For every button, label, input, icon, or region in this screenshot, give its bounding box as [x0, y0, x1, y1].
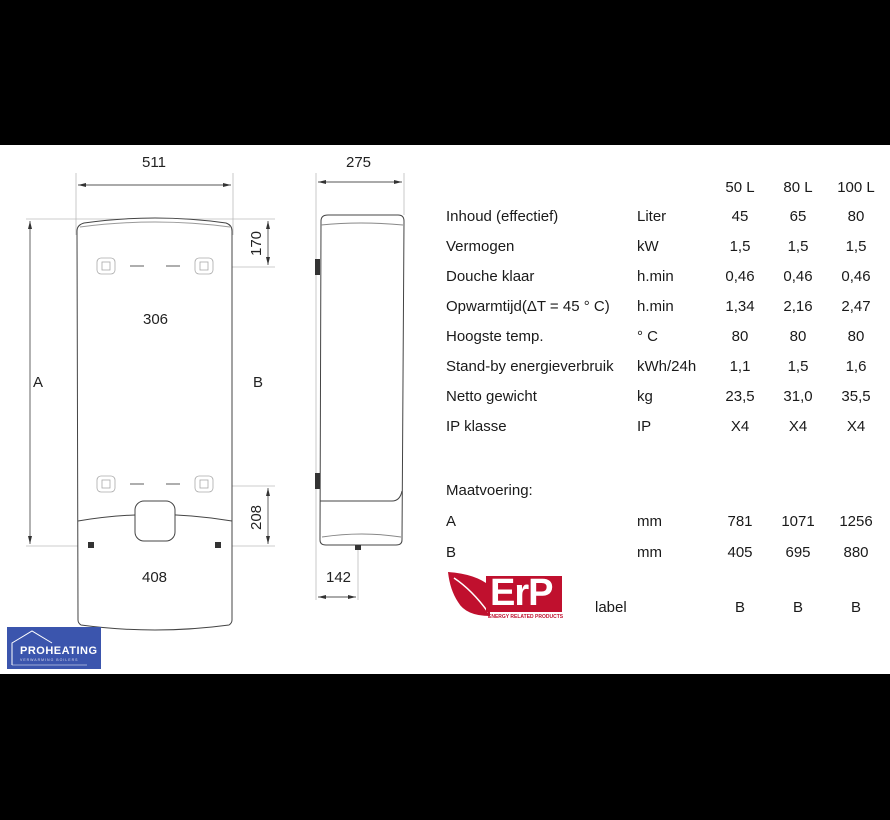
- proheating-logo: [7, 627, 101, 669]
- energy-label-text: label: [595, 599, 627, 616]
- row-label: Vermogen: [446, 238, 515, 255]
- row-unit: IP: [637, 418, 652, 435]
- cell-value: 65: [789, 208, 807, 225]
- cell-value: 1,5: [845, 238, 867, 255]
- cell-value: 2,16: [783, 298, 813, 315]
- row-unit: mm: [637, 544, 662, 561]
- depth-dimension-label: 275: [346, 154, 372, 171]
- cell-value: 781: [727, 513, 753, 530]
- row-label: Netto gewicht: [446, 388, 537, 405]
- cell-value: 0,46: [783, 268, 813, 285]
- row-unit: ° C: [637, 328, 658, 345]
- row-unit: Liter: [637, 208, 667, 225]
- cell-value: 1,5: [787, 238, 809, 255]
- cell-value: X4: [730, 418, 750, 435]
- cell-value: 45: [731, 208, 749, 225]
- pipe-offset-dimension-label: 142: [326, 569, 352, 586]
- cell-value: 1071: [781, 513, 815, 530]
- cell-value: 0,46: [725, 268, 755, 285]
- row-label: Hoogste temp.: [446, 328, 544, 345]
- row-unit: kg: [637, 388, 653, 405]
- cell-value: B: [734, 599, 745, 616]
- row-unit: mm: [637, 513, 662, 530]
- top-offset-dimension-label: 170: [248, 230, 266, 257]
- cell-value: 1,34: [725, 298, 755, 315]
- column-header-100l: 100 L: [837, 179, 875, 196]
- cell-value: B: [792, 599, 803, 616]
- cell-value: 1,5: [729, 238, 751, 255]
- column-header-80l: 80 L: [783, 179, 813, 196]
- erp-logo-text: ErP: [490, 572, 553, 614]
- proheating-logo-text: PROHEATING: [20, 645, 98, 657]
- row-label: Opwarmtijd(ΔT = 45 ° C): [446, 298, 610, 315]
- spec-table: [0, 145, 890, 674]
- pipe-spacing-dimension-label: 408: [142, 569, 168, 586]
- cell-value: 35,5: [841, 388, 871, 405]
- row-unit: kW: [637, 238, 659, 255]
- cell-value: 80: [789, 328, 807, 345]
- cell-value: 1,5: [787, 358, 809, 375]
- height-B-label: B: [253, 374, 264, 391]
- width-dimension-label: 511: [142, 154, 166, 171]
- cell-value: 1,1: [729, 358, 751, 375]
- cell-value: 23,5: [725, 388, 755, 405]
- cell-value: 80: [731, 328, 749, 345]
- column-header-50l: 50 L: [725, 179, 755, 196]
- bottom-offset-dimension-label: 208: [248, 504, 266, 531]
- cell-value: 1,6: [845, 358, 867, 375]
- row-label: Stand-by energieverbruik: [446, 358, 614, 375]
- row-unit: kWh/24h: [637, 358, 697, 375]
- height-A-label: A: [33, 374, 44, 391]
- row-label: Inhoud (effectief): [446, 208, 559, 225]
- cell-value: 405: [727, 544, 753, 561]
- mount-spacing-dimension-label: 306: [143, 311, 169, 328]
- row-label: Douche klaar: [446, 268, 535, 285]
- cell-value: 695: [785, 544, 811, 561]
- cell-value: 80: [847, 208, 865, 225]
- cell-value: B: [850, 599, 861, 616]
- row-unit: h.min: [637, 298, 674, 315]
- erp-logo-subtext: ENERGY RELATED PRODUCTS: [488, 614, 564, 620]
- row-unit: h.min: [637, 268, 674, 285]
- dimensions-heading: Maatvoering:: [446, 482, 533, 499]
- row-label: A: [446, 513, 457, 530]
- row-label: B: [446, 544, 457, 561]
- cell-value: 31,0: [783, 388, 813, 405]
- cell-value: 880: [843, 544, 869, 561]
- cell-value: X4: [788, 418, 808, 435]
- product-sheet: [0, 145, 890, 674]
- cell-value: 0,46: [841, 268, 871, 285]
- proheating-logo-subtext: VERWARMING BOILERS: [20, 658, 79, 662]
- row-label: IP klasse: [446, 418, 507, 435]
- cell-value: 1256: [839, 513, 873, 530]
- erp-logo: [446, 572, 564, 622]
- cell-value: X4: [846, 418, 866, 435]
- cell-value: 2,47: [841, 298, 871, 315]
- cell-value: 80: [847, 328, 865, 345]
